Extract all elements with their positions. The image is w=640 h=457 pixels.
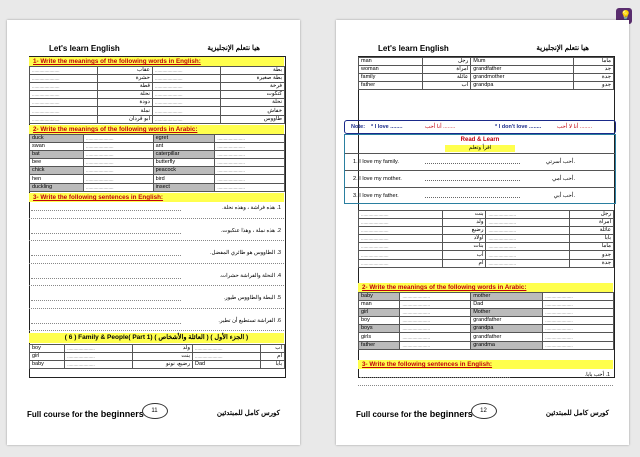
read-line-arabic: أحب أسرتي. — [545, 159, 575, 165]
table-row — [30, 91, 285, 99]
title-arabic: هيا نتعلم الإنجليزية — [536, 45, 589, 52]
table-cell: swan — [30, 143, 84, 151]
sentence-row — [358, 370, 613, 386]
table-row — [30, 353, 285, 361]
table-cell: أب — [423, 82, 471, 90]
read-line-english: 1. I love my family. — [353, 159, 399, 165]
unit-heading: ( 6 ) Family & People( Part 1) ( العائلة والأشخاص ) ( الجزء الأول ) — [29, 333, 284, 343]
table-cell: ...................... — [543, 317, 614, 325]
table-cell: نحلة — [98, 91, 153, 99]
table-cell: ...................... — [359, 227, 443, 235]
table-cell: egret — [153, 135, 215, 143]
table-cell: ...................... — [486, 211, 570, 219]
page-title — [336, 44, 629, 56]
table-cell: ...................... — [215, 183, 285, 191]
table-cell: father — [359, 82, 423, 90]
table-cell: ant — [153, 143, 215, 151]
note-box — [344, 120, 616, 134]
sentence-text: 2. هذه نملة ، وهذا عنكبوت. — [220, 227, 281, 234]
footer-english: Full course for the beginners — [356, 409, 473, 419]
answer-line[interactable] — [360, 377, 510, 378]
table-row — [30, 75, 285, 83]
note-dont-love-ar: أنا لا أحب ........ — [557, 124, 593, 130]
table-cell: ...................... — [486, 227, 570, 235]
table-cell: دودة — [98, 99, 153, 107]
table-cell: ...................... — [486, 235, 570, 243]
table-row — [359, 74, 614, 82]
table-cell: ...................... — [83, 167, 153, 175]
answer-line[interactable] — [31, 278, 181, 279]
footer-english: Full course for the beginners — [27, 409, 144, 419]
table-cell: ...................... — [152, 107, 220, 115]
table-cell: Mother — [471, 309, 543, 317]
table-cell: ...................... — [486, 243, 570, 251]
table-cell: ...................... — [486, 219, 570, 227]
words-table-arabic — [358, 292, 614, 350]
table-cell: ...................... — [83, 175, 153, 183]
lightbulb-icon[interactable]: 💡 — [616, 8, 632, 24]
answer-line[interactable] — [31, 323, 181, 324]
answer-line[interactable] — [425, 180, 520, 181]
page-11 — [7, 20, 300, 445]
table-row — [359, 82, 614, 90]
table-cell: بطة صغيرة — [221, 75, 285, 83]
table-cell: ...................... — [152, 67, 220, 75]
section-heading: 2- Write the meanings of the following words in Arabic: — [29, 125, 284, 134]
table-cell: ...................... — [83, 135, 153, 143]
table-cell: عقاب — [98, 67, 153, 75]
table-cell: ...................... — [215, 159, 285, 167]
table-cell: Dad — [193, 361, 261, 369]
sentence-text: 1. أحب بابا. — [584, 372, 610, 378]
table-cell: ...................... — [359, 219, 443, 227]
table-cell: duckling — [30, 183, 84, 191]
table-cell: أب — [442, 251, 486, 259]
table-row — [359, 341, 614, 349]
table-row — [359, 309, 614, 317]
table-cell: ...................... — [215, 151, 285, 159]
table-cell: عائلة — [423, 74, 471, 82]
sentence-row — [29, 248, 284, 264]
table-cell: ...................... — [359, 211, 443, 219]
title-arabic: هيا نتعلم الإنجليزية — [207, 45, 260, 52]
table-cell: أب — [260, 345, 284, 353]
table-cell: ...................... — [359, 235, 443, 243]
table-cell: duck — [30, 135, 84, 143]
table-cell: bat — [30, 151, 84, 159]
words-table-arabic — [29, 134, 285, 192]
page-number: 12 — [471, 403, 497, 419]
table-row — [359, 317, 614, 325]
table-cell: رجل — [423, 58, 471, 66]
table-cell: جدة — [570, 259, 614, 267]
table-cell: insect — [153, 183, 215, 191]
table-cell: grandma — [471, 341, 543, 349]
table-cell: نملة — [98, 107, 153, 115]
table-cell: بنت — [132, 353, 192, 361]
table-row — [359, 251, 614, 259]
table-cell: Dad — [471, 301, 543, 309]
table-cell: ...................... — [65, 345, 133, 353]
table-cell: bird — [153, 175, 215, 183]
table-cell: ...................... — [65, 361, 133, 369]
sentence-row — [29, 203, 284, 219]
note-dont-love: * I don't love ........ — [495, 124, 542, 130]
table-cell: man — [359, 301, 400, 309]
table-cell: امرأة — [570, 219, 614, 227]
table-row — [359, 235, 614, 243]
table-cell: ...................... — [30, 83, 98, 91]
table-cell: ...................... — [543, 301, 614, 309]
sentence-text: 3. الطاووس هو طائري المفضل. — [210, 250, 281, 256]
table-cell: ...................... — [400, 309, 471, 317]
table-cell: كتكوت — [221, 91, 285, 99]
table-row — [30, 135, 285, 143]
table-cell: baby — [359, 293, 400, 301]
table-cell: ...................... — [215, 175, 285, 183]
table-row — [30, 151, 285, 159]
table-cell: ...................... — [193, 345, 261, 353]
table-row — [30, 361, 285, 369]
read-line — [345, 153, 615, 171]
table-row — [30, 115, 285, 123]
table-cell: ...................... — [30, 67, 98, 75]
read-line-english: 3. I love my father. — [353, 193, 399, 199]
table-cell: ...................... — [30, 99, 98, 107]
table-cell: grandpa — [471, 325, 543, 333]
table-cell: ...................... — [543, 325, 614, 333]
table-row — [359, 58, 614, 66]
table-cell: أم — [260, 353, 284, 361]
table-cell: عائلة — [570, 227, 614, 235]
table-cell: ...................... — [543, 341, 614, 349]
table-cell: جدو — [573, 82, 613, 90]
sentence-text: 6. الفراشة تستطيع أن تطير. — [218, 317, 281, 324]
table-cell: ...................... — [193, 353, 261, 361]
table-cell: أم — [442, 259, 486, 267]
answer-line[interactable] — [425, 197, 520, 198]
note-love: * I love ........ — [371, 124, 403, 130]
page-12 — [336, 20, 629, 445]
table-row — [359, 219, 614, 227]
table-cell: خفاش — [221, 107, 285, 115]
table-cell: بابا — [570, 235, 614, 243]
read-learn-subtitle: اقرأ وتعلم — [445, 145, 515, 152]
table-cell: ...................... — [30, 91, 98, 99]
table-cell: رجل — [570, 211, 614, 219]
table-row — [30, 345, 285, 353]
table-cell: ...................... — [152, 99, 220, 107]
table-cell: ...................... — [215, 167, 285, 175]
read-line — [345, 170, 615, 188]
table-cell: ...................... — [83, 143, 153, 151]
table-row — [359, 227, 614, 235]
table-cell: ماما — [573, 58, 613, 66]
table-cell: peacock — [153, 167, 215, 175]
table-cell: ...................... — [400, 341, 471, 349]
read-learn-title: Read & Learn — [460, 137, 500, 143]
table-cell: ولد — [442, 219, 486, 227]
table-cell: girls — [359, 333, 400, 341]
table-cell: جدو — [570, 251, 614, 259]
table-cell: grandpa — [471, 82, 573, 90]
table-cell: بنات — [442, 243, 486, 251]
table-cell: Mum — [471, 58, 573, 66]
table-cell: حشرة — [98, 75, 153, 83]
table-row — [30, 143, 285, 151]
table-cell: ...................... — [30, 107, 98, 115]
table-cell: بنت — [442, 211, 486, 219]
table-cell: رضيع، نونو — [132, 361, 192, 369]
vocab-exercise-table — [358, 210, 614, 268]
table-row — [30, 83, 285, 91]
section-heading: 3- Write the following sentences in English: — [29, 193, 284, 202]
table-cell: mother — [471, 293, 543, 301]
table-cell: ...................... — [400, 333, 471, 341]
table-cell: ...................... — [215, 135, 285, 143]
section-heading: 3- Write the following sentences in English: — [358, 360, 613, 369]
table-cell: ...................... — [65, 353, 133, 361]
table-cell: grandfather — [471, 333, 543, 341]
table-cell: ...................... — [152, 115, 220, 123]
table-cell: أولاد — [442, 235, 486, 243]
answer-line[interactable] — [31, 300, 181, 301]
table-cell: girl — [359, 309, 400, 317]
page-title — [7, 44, 300, 56]
table-cell: بابا — [260, 361, 284, 369]
sentence-text: 4. النحلة والفراشة حشرات. — [219, 272, 281, 279]
section-heading: 1- Write the meanings of the following words in English: — [29, 57, 284, 66]
table-cell: boy — [359, 317, 400, 325]
table-cell: ...................... — [30, 115, 98, 123]
read-line-arabic: أحب أبي. — [553, 193, 575, 199]
table-cell: caterpillar — [153, 151, 215, 159]
table-cell: chick — [30, 167, 84, 175]
note-love-ar: أنا أحب ........ — [425, 124, 456, 130]
table-row — [359, 325, 614, 333]
sentence-text: 5. البطة والطاووس طيور. — [223, 295, 281, 301]
table-cell: ...................... — [359, 259, 443, 267]
table-cell: ...................... — [30, 75, 98, 83]
table-cell: ...................... — [83, 151, 153, 159]
read-line — [345, 187, 615, 205]
page-number: 11 — [142, 403, 168, 419]
answer-line[interactable] — [31, 233, 181, 234]
footer-arabic: كورس كامل للمبتدئين — [216, 410, 280, 417]
read-line-arabic: أحب أمي. — [552, 176, 575, 182]
table-cell: ...................... — [152, 91, 220, 99]
sentence-row — [29, 316, 284, 332]
table-cell: ...................... — [400, 301, 471, 309]
table-cell: امرأة — [423, 66, 471, 74]
table-row — [359, 333, 614, 341]
read-line-english: 2. I love my mother. — [353, 176, 402, 182]
table-row — [30, 159, 285, 167]
table-cell: ...................... — [543, 293, 614, 301]
note-label: Note: — [351, 124, 366, 130]
table-cell: man — [359, 58, 423, 66]
table-row — [359, 66, 614, 74]
table-cell: ...................... — [543, 309, 614, 317]
table-cell: father — [359, 341, 400, 349]
table-cell: ...................... — [83, 183, 153, 191]
table-row — [30, 107, 285, 115]
table-cell: hen — [30, 175, 84, 183]
table-cell: ...................... — [543, 333, 614, 341]
answer-line[interactable] — [425, 163, 520, 164]
table-cell: ...................... — [359, 243, 443, 251]
table-cell: جد — [573, 66, 613, 74]
table-cell: ...................... — [152, 83, 220, 91]
sentence-row — [29, 293, 284, 309]
table-row — [30, 175, 285, 183]
sentence-row — [29, 226, 284, 242]
table-cell: رضيع — [442, 227, 486, 235]
read-learn-box — [344, 134, 616, 204]
answer-line[interactable] — [31, 210, 181, 211]
table-cell: grandmother — [471, 74, 573, 82]
table-cell: family — [359, 74, 423, 82]
words-table-english — [29, 66, 285, 124]
family-vocab-table — [358, 57, 614, 90]
page-footer — [7, 409, 300, 423]
table-cell: boy — [30, 345, 65, 353]
table-cell: girl — [30, 353, 65, 361]
table-cell: ...................... — [215, 143, 285, 151]
table-cell: ولد — [132, 345, 192, 353]
table-cell: woman — [359, 66, 423, 74]
page-footer — [336, 409, 629, 423]
table-cell: ...................... — [400, 325, 471, 333]
table-cell: جدة — [573, 74, 613, 82]
table-cell: أبو قردان — [98, 115, 153, 123]
table-cell: ...................... — [152, 75, 220, 83]
table-cell: فرخة — [221, 83, 285, 91]
table-cell: قطة — [98, 83, 153, 91]
table-cell: grandfather — [471, 66, 573, 74]
title-english: Let's learn English — [378, 44, 449, 53]
sentence-row — [29, 271, 284, 287]
table-cell: boys — [359, 325, 400, 333]
table-cell: baby — [30, 361, 65, 369]
table-cell: ...................... — [359, 251, 443, 259]
footer-arabic: كورس كامل للمبتدئين — [545, 410, 609, 417]
table-cell: grandfather — [471, 317, 543, 325]
table-cell: ماما — [570, 243, 614, 251]
table-cell: ...................... — [486, 259, 570, 267]
table-row — [30, 67, 285, 75]
table-row — [30, 183, 285, 191]
table-row — [359, 301, 614, 309]
table-row — [359, 259, 614, 267]
table-row — [30, 99, 285, 107]
table-row — [30, 167, 285, 175]
family-words-table — [29, 344, 285, 369]
table-cell: ...................... — [400, 317, 471, 325]
table-cell: بطة — [221, 67, 285, 75]
answer-line[interactable] — [31, 255, 181, 256]
section-heading: 2- Write the meanings of the following words in Arabic: — [358, 283, 613, 292]
table-cell: ...................... — [400, 293, 471, 301]
table-row — [359, 243, 614, 251]
table-cell: ...................... — [486, 251, 570, 259]
table-cell: bee — [30, 159, 84, 167]
table-cell: ...................... — [83, 159, 153, 167]
table-cell: نحلة — [221, 99, 285, 107]
title-english: Let's learn English — [49, 44, 120, 53]
table-cell: طاووس — [221, 115, 285, 123]
table-cell: butterfly — [153, 159, 215, 167]
table-row — [359, 211, 614, 219]
sentence-text: 1. هذه فراشة ، وهذه نحلة. — [222, 205, 281, 211]
table-row — [359, 293, 614, 301]
